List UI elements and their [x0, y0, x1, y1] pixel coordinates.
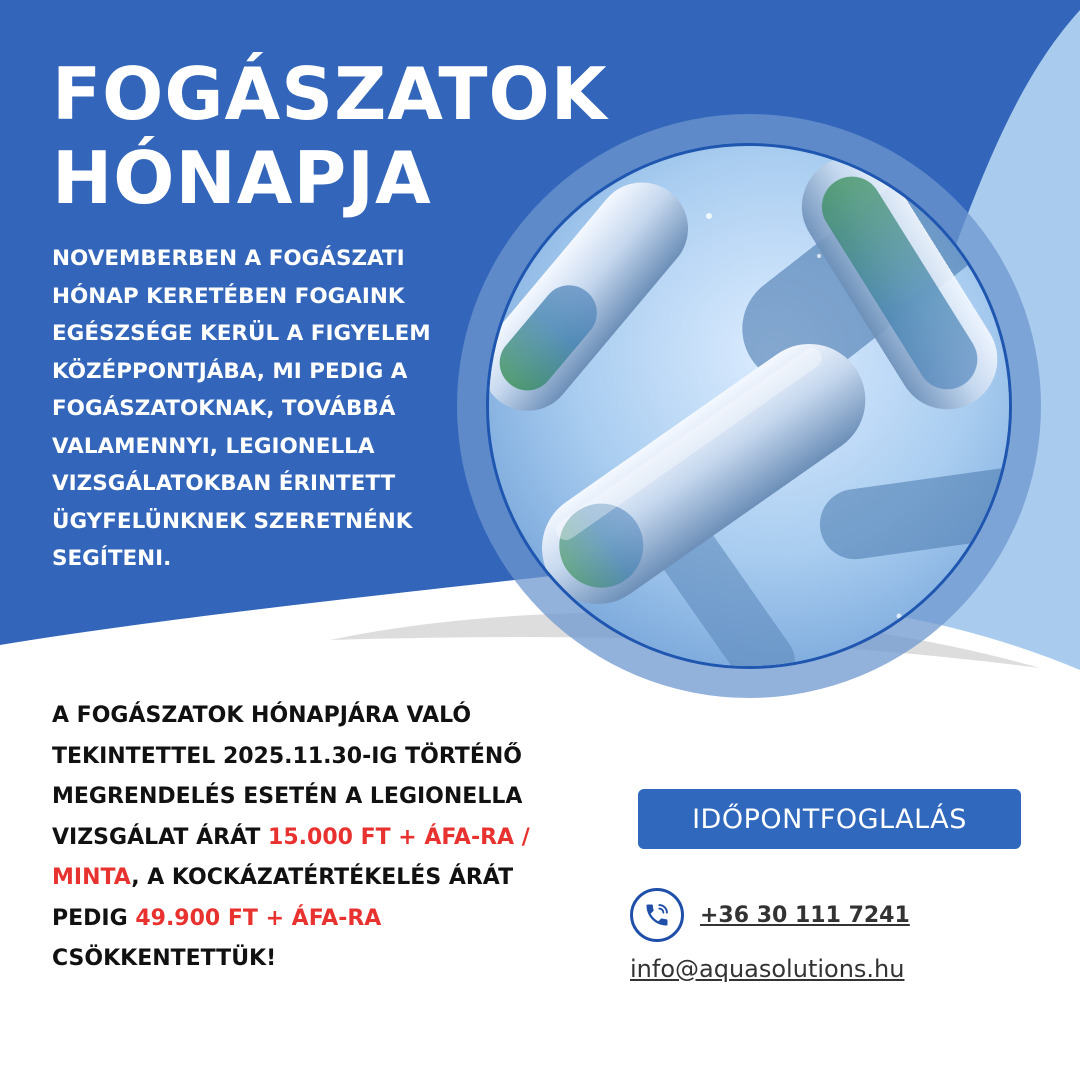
email-link[interactable]: info@aquasolutions.hu — [630, 955, 905, 983]
offer-price-risk-assessment: 49.900 FT + ÁFA-RA — [135, 905, 382, 931]
bacteria-image — [486, 143, 1012, 669]
offer-text-part-2: , A KOCKÁZATÉRTÉKELÉS ÁRÁT PEDIG — [52, 865, 514, 931]
offer-price-sample: 15.000 FT + ÁFA-RA / MINTA — [52, 824, 530, 890]
booking-button[interactable]: IDŐPONTFOGLALÁS — [638, 789, 1021, 849]
offer-text-part-1: A FOGÁSZATOK HÓNAPJÁRA VALÓ TEKINTETTEL 2025.11.30-IG TÖRTÉNŐ MEGRENDELÉS ESETÉN A LEGIONELLA VIZSGÁLAT ÁRÁT — [52, 703, 523, 850]
offer-text-part-3: CSÖKKENTETTÜK! — [52, 946, 277, 971]
intro-text: NOVEMBERBEN A FOGÁSZATI HÓNAP KERETÉBEN FOGAINK EGÉSZSÉGE KERÜL A FIGYELEM KÖZÉPPONTJÁBA, MI PEDIG A FOGÁSZATOKNAK, TOVÁBBÁ VALAMENNYI, LEGIONELLA VIZSGÁLATOKBAN ÉRINTETT ÜGYFELÜNKNEK SZERETNÉNK SEGÍTENI. — [52, 246, 431, 571]
page-title — [52, 52, 608, 220]
phone-link[interactable]: +36 30 111 7241 — [700, 902, 910, 928]
title-line-1: FOGÁSZATOK — [52, 52, 608, 136]
title-line-2: HÓNAPJA — [52, 136, 432, 220]
bacteria-illustration — [489, 146, 1009, 666]
phone-contact — [630, 886, 910, 944]
phone-icon — [630, 888, 684, 942]
offer-text — [52, 696, 572, 980]
